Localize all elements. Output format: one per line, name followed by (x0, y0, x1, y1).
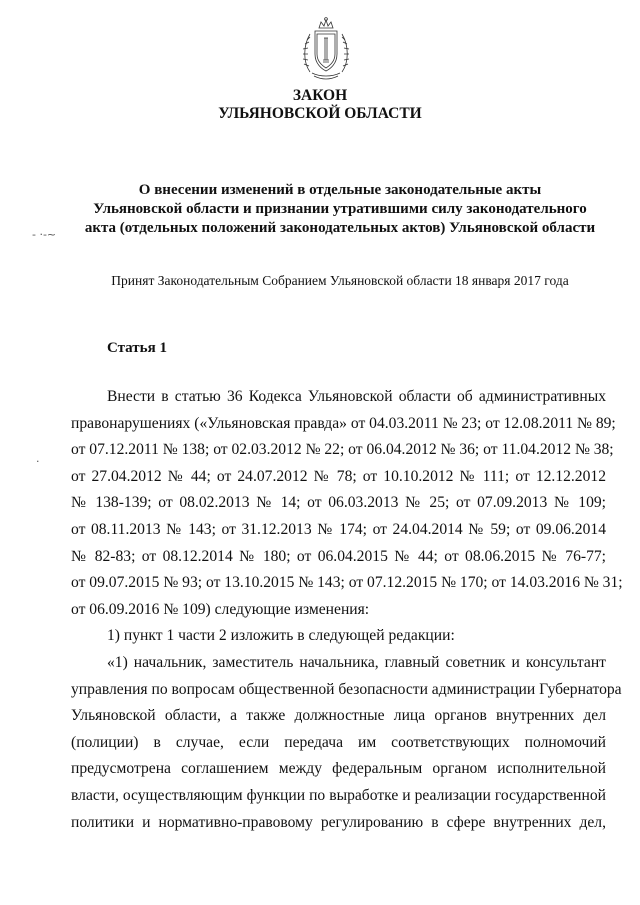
article-heading: Статья 1 (107, 340, 167, 356)
margin-mark: - ·‑~ (32, 228, 57, 241)
subject-line: акта (отдельных положений законодательных актов) Ульяновской области (84, 220, 596, 236)
body-line: от 06.09.2016 № 109) следующие изменения: (71, 600, 370, 618)
body-line: от 08.11.2013 № 143; от 31.12.2013 № 174; от 24.04.2014 № 59; от 09.06.2014 (71, 520, 606, 538)
body-line: Внести в статью 36 Кодекса Ульяновской области об административных (107, 388, 606, 405)
adoption-note: Принят Законодательным Собранием Ульяновской области 18 января 2017 года (111, 273, 569, 288)
body-line: власти, осуществляющим функции по выработке и реализации государственной (71, 786, 606, 804)
region-title: УЛЬЯНОВСКОЙ ОБЛАСТИ (218, 105, 422, 122)
body-line: 1) пункт 1 части 2 изложить в следующей редакции: (107, 627, 455, 645)
body-line: правонарушениях («Ульяновская правда» от 04.03.2011 № 23; от 12.08.2011 № 89; (71, 414, 616, 432)
body-line: управления по вопросам общественной безопасности администрации Губернатора (71, 680, 622, 698)
body-line: № 82-83; от 08.12.2014 № 180; от 06.04.2015 № 44; от 08.06.2015 № 76-77; (71, 547, 606, 565)
coat-of-arms-icon (300, 14, 352, 82)
body-line: № 138-139; от 08.02.2013 № 14; от 06.03.2013 № 25; от 07.09.2013 № 109; (71, 494, 606, 512)
subject-line: О внесении изменений в отдельные законодательные акты (138, 182, 542, 198)
body-line: (полиции) в случае, если передача им соответствующих полномочий (71, 733, 606, 751)
body-line: от 07.12.2011 № 138; от 02.03.2012 № 22; от 06.04.2012 № 36; от 11.04.2012 № 38; (71, 441, 614, 459)
body-line: от 09.07.2015 № 93; от 13.10.2015 № 143; от 07.12.2015 № 170; от 14.03.2016 № 31; (71, 574, 623, 592)
body-line: «1) начальник, заместитель начальника, главный советник и консультант (107, 653, 606, 671)
margin-mark: . (36, 452, 40, 465)
body-line: предусмотрена соглашением между федеральным органом исполнительной (71, 760, 606, 778)
body-line: Ульяновской области, а также должностные лица органов внутренних дел (71, 707, 606, 725)
body-line: от 27.04.2012 № 44; от 24.07.2012 № 78; от 10.10.2012 № 111; от 12.12.2012 (71, 467, 606, 485)
law-subject (60, 181, 620, 238)
law-title: ЗАКОН (292, 87, 348, 104)
subject-line: Ульяновской области и признании утратившими силу законодательного (93, 201, 587, 217)
article-body (71, 384, 623, 836)
body-line: политики и нормативно-правовому регулированию в сфере внутренних дел, (71, 813, 606, 831)
